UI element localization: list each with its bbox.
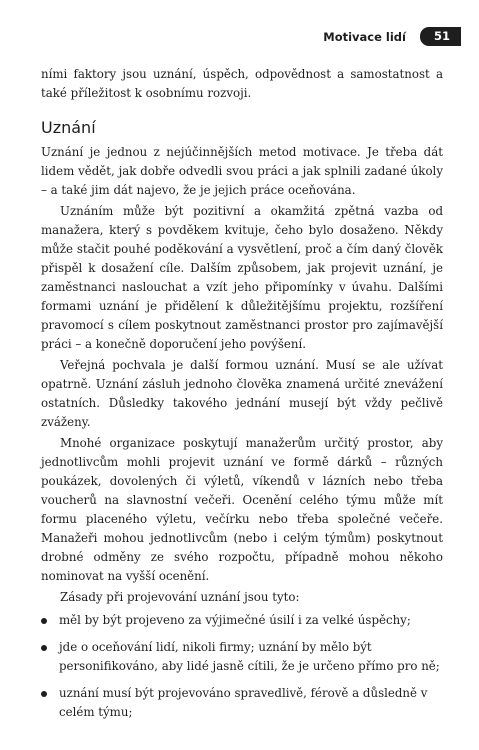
bullet-icon [41,645,47,651]
list-item [41,684,443,722]
list-item-text: uznání musí být projevováno spravedlivě, férově a důsledně v celém týmu; [59,686,428,719]
paragraph: Mnohé organizace poskytují manažerům určitý prostor, aby jednotlivcům mohli projevit uznání ve formě dárků – různých poukázek, dovolených či výletů, víkendů v lázních nebo třeba voucherů na slavnostní večeři. Ocenění celého týmu může mít formu placeného výletu, večírku nebo třeba společné večeře. Manažeři mohou jednotlivcům (nebo i celým týmům) poskytnout drobné odměny ze svého rozpočtu, případně mohou někoho nominovat na vyšší ocenění. [41,436,443,583]
page-number: 51 [420,27,461,46]
page-content [41,65,443,730]
list-item [41,638,443,676]
bullet-icon [41,618,47,624]
paragraph: Zásady při projevování uznání jsou tyto: [60,590,300,604]
paragraph: Uznáním může být pozitivní a okamžitá zpětná vazba od manažera, který s povděkem kvituje, čeho bylo dosaženo. Někdy může stačit pouhé poděkování a vysvětlení, proč a čím daný člověk přispěl k dosažení cíle. Dalším způsobem, jak projevit uznání, je zaměstnanci naslouchat a vzít jeho připomínky v úvahu. Dalšími formami uznání je přidělení k důležitějšímu projektu, rozšíření pravomocí s cílem poskytnout zaměstnanci prostor pro zajímavější práci – a konečně doporučení jeho povýšení. [41,204,443,351]
list-item-text: měl by být projeveno za výjimečné úsilí i za velké úspěchy; [59,613,411,627]
running-title: Motivace lidí [323,29,406,44]
running-head [323,27,461,46]
lead-paragraph: ními faktory jsou uznání, úspěch, odpovědnost a samostatnost a také příležitost k osobnímu rozvoji. [41,67,443,100]
list-item [41,611,443,630]
paragraph: Veřejná pochvala je další formou uznání. Musí se ale užívat opatrně. Uznání zásluh jednoho člověka znamená určité znevážení ostatních. Důsledky takového jednání musejí být vždy pečlivě zváženy. [41,358,443,429]
bullet-icon [41,691,47,697]
paragraph: Uznání je jednou z nejúčinnějších metod motivace. Je třeba dát lidem vědět, jak dobře odvedli svou práci a jak splnili zadané úkoly – a také jim dát najevo, že je jejich práce oceňována. [41,145,443,197]
list-item-text: jde o oceňování lidí, nikoli firmy; uznání by mělo být personifikováno, aby lidé jasně cítili, že je určeno přímo pro ně; [59,640,440,673]
section-heading: Uznání [41,118,96,137]
bullet-list [41,611,443,722]
